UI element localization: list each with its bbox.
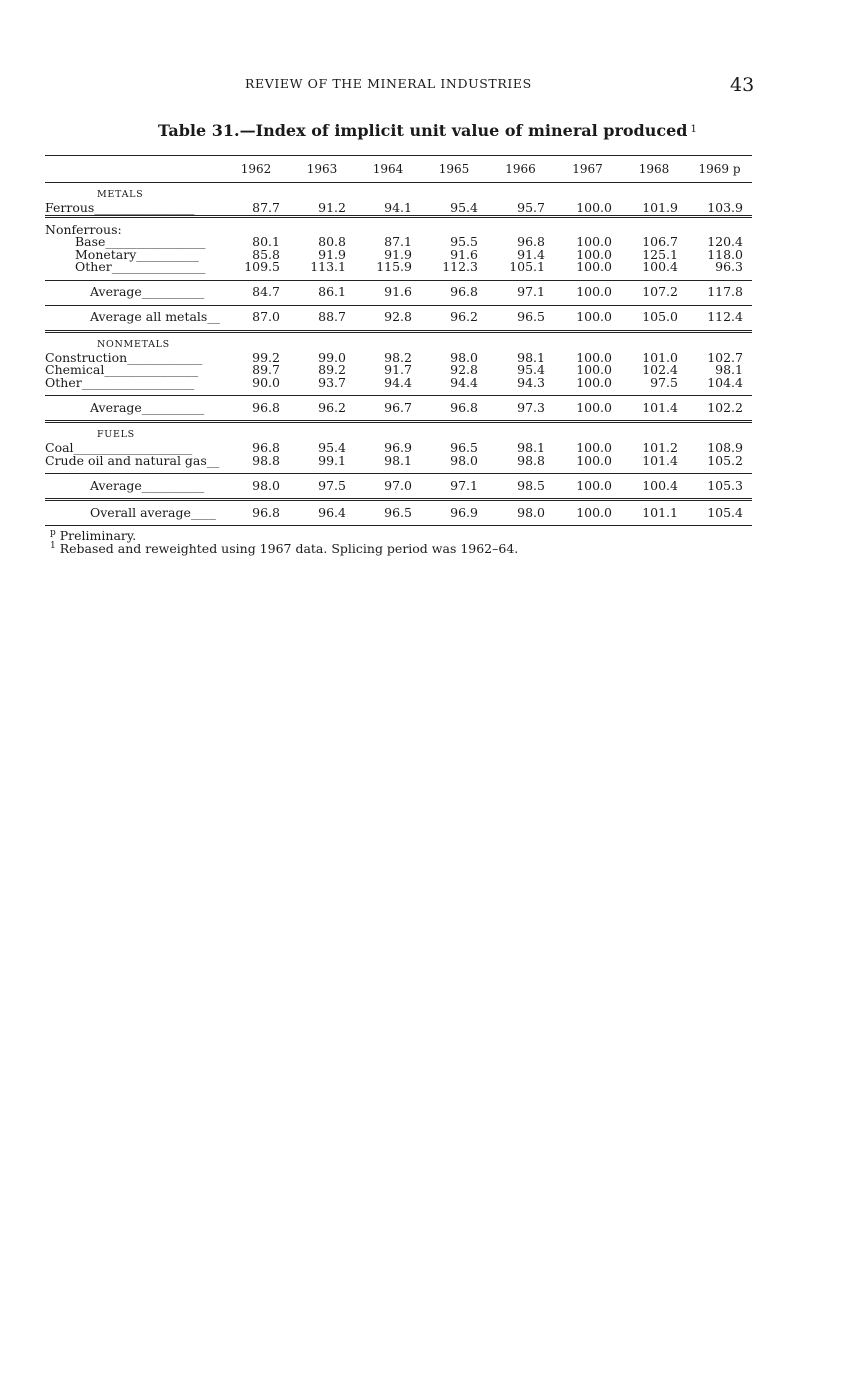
table-title-text: Table 31.—Index of implicit unit value of mineral produced (158, 121, 688, 140)
table-cell: 91.7 (384, 362, 412, 377)
table-cell: 100.0 (576, 362, 612, 377)
table-cell: 100.0 (554, 305, 621, 331)
section-label: NONMETALS (97, 338, 170, 350)
table-cell: 96.5 (487, 305, 554, 331)
table-cell: 98.0 (487, 500, 554, 526)
footnote-mark-p: p (50, 528, 56, 538)
table-cell: 100.0 (554, 202, 621, 216)
table-cell: 96.8 (517, 234, 545, 249)
row-label: Other_______________ (75, 259, 206, 274)
table-cell: 97.5 (650, 374, 678, 390)
row-label: Average__________ (45, 280, 223, 305)
table-cell: 100.0 (554, 500, 621, 526)
table-cell: 98.5 (487, 474, 554, 500)
table-cell: 99.2 (252, 349, 280, 365)
table-cell: 95.4 (517, 362, 545, 377)
table-cell: 101.4 (642, 452, 678, 468)
table-cell: 84.7 (223, 280, 289, 305)
table-cell: 89.7 (252, 362, 280, 377)
table-cell: 100.0 (554, 396, 621, 422)
table-cell: 94.4 (384, 374, 412, 390)
section-fuels (45, 422, 752, 443)
col-header: 1969 p (687, 156, 752, 183)
table-cell: 101.0 (642, 349, 678, 365)
table-cell: 104.4 (707, 374, 743, 390)
table-cell: 96.8 (421, 396, 487, 422)
table-cell: 98.0 (450, 452, 478, 468)
table-cell: 94.3 (517, 374, 545, 390)
table-cell: 80.1 (252, 234, 280, 249)
table-cell: 98.8 (517, 452, 545, 468)
table-cell: 87.0 (223, 305, 289, 331)
col-header: 1965 (421, 156, 487, 183)
table-row-other-nonmetals (45, 377, 752, 390)
table-cell: 91.6 (355, 280, 421, 305)
section-label: METALS (97, 189, 144, 201)
row-label: Average all metals__ (45, 305, 223, 331)
row-label: Base________________ (75, 234, 206, 249)
row-label: Chemical_______________ (45, 362, 199, 377)
row-label: Ferrous________________ (45, 202, 223, 216)
table-cell: 96.2 (421, 305, 487, 331)
table-cell: 115.9 (376, 259, 412, 274)
table-cell: 95.7 (487, 202, 554, 216)
table-cell: 96.8 (252, 440, 280, 455)
table-cell: 96.5 (450, 440, 478, 455)
table-cell: 100.0 (576, 234, 612, 249)
table-cell: 106.7 (642, 234, 678, 249)
footnote-text: Preliminary. (59, 528, 137, 544)
col-header: 1962 (223, 156, 289, 183)
table-row-average-nonmetals (45, 396, 752, 422)
table-cell: 99.0 (318, 349, 346, 365)
table-cell: 100.0 (554, 474, 621, 500)
page-number: 43 (730, 74, 755, 96)
col-header: 1963 (289, 156, 355, 183)
table-cell: 94.1 (355, 202, 421, 216)
table-title (158, 121, 697, 140)
col-header: 1966 (487, 156, 554, 183)
table-cell: 113.1 (310, 259, 346, 274)
table-cell: 88.7 (289, 305, 355, 331)
footnote-mark-1: 1 (50, 541, 56, 551)
table-cell: 112.3 (442, 259, 478, 274)
table-cell: 101.2 (642, 440, 678, 455)
table-cell: 96.3 (715, 259, 743, 274)
table-cell: 96.8 (421, 280, 487, 305)
table-cell: 96.5 (355, 500, 421, 526)
table-cell: 87.1 (384, 234, 412, 249)
row-label: Average__________ (45, 396, 223, 422)
table-cell: 98.0 (450, 349, 478, 365)
table-cell: 91.4 (517, 246, 545, 262)
table-cell: 98.1 (517, 349, 545, 365)
col-header: 1964 (355, 156, 421, 183)
table-cell: 103.9 (687, 202, 752, 216)
row-label: Other__________________ (45, 374, 195, 390)
table-cell: 105.0 (621, 305, 687, 331)
table-cell: 105.2 (707, 452, 743, 468)
table-cell: 97.3 (487, 396, 554, 422)
table-cell: 102.2 (687, 396, 752, 422)
table-row-average-nonferrous (45, 280, 752, 305)
row-label: Nonferrous: (45, 221, 122, 237)
table-cell: 96.4 (289, 500, 355, 526)
col-header: 1967 (554, 156, 621, 183)
table-cell: 100.4 (642, 259, 678, 274)
table-cell: 96.8 (223, 396, 289, 422)
row-label: Coal___________________ (45, 440, 193, 455)
table-cell: 92.8 (355, 305, 421, 331)
table-cell: 87.7 (223, 202, 289, 216)
table-cell: 100.0 (576, 374, 612, 390)
row-label: Overall average____ (45, 500, 223, 526)
index-table (45, 155, 752, 526)
table-cell: 101.1 (621, 500, 687, 526)
table-cell: 100.4 (621, 474, 687, 500)
table-cell: 92.8 (450, 362, 478, 377)
table-cell: 86.1 (289, 280, 355, 305)
table-cell: 95.5 (450, 234, 478, 249)
table-cell: 96.7 (355, 396, 421, 422)
table-cell: 98.1 (517, 440, 545, 455)
table-row-overall-average (45, 500, 752, 526)
table-cell: 99.1 (318, 452, 346, 468)
running-head: REVIEW OF THE MINERAL INDUSTRIES (245, 76, 532, 91)
table-cell: 118.0 (707, 246, 743, 262)
table-cell: 95.4 (421, 202, 487, 216)
table-cell: 98.1 (715, 362, 743, 377)
table-cell: 100.0 (554, 280, 621, 305)
table-cell: 100.0 (576, 349, 612, 365)
table-cell: 112.4 (687, 305, 752, 331)
row-label: Construction____________ (45, 349, 203, 365)
table-cell: 101.9 (621, 202, 687, 216)
section-nonmetals (45, 331, 752, 352)
row-label: Crude oil and natural gas__ (45, 452, 220, 468)
table-cell: 96.9 (421, 500, 487, 526)
table-cell: 98.2 (384, 349, 412, 365)
table-cell: 96.2 (289, 396, 355, 422)
table-cell: 95.4 (318, 440, 346, 455)
table-cell: 89.2 (318, 362, 346, 377)
table-cell: 94.4 (450, 374, 478, 390)
table-cell: 91.9 (318, 246, 346, 262)
table-cell: 80.8 (318, 234, 346, 249)
table-cell: 91.2 (289, 202, 355, 216)
table-cell: 105.4 (687, 500, 752, 526)
table-cell: 100.0 (576, 259, 612, 274)
table-cell: 105.3 (687, 474, 752, 500)
column-header-row (45, 156, 752, 183)
section-label: FUELS (97, 429, 135, 441)
table-cell: 85.8 (252, 246, 280, 262)
table-cell: 125.1 (642, 246, 678, 262)
table-cell: 98.0 (223, 474, 289, 500)
table-cell: 93.7 (318, 374, 346, 390)
table-row-ferrous (45, 202, 752, 216)
table-cell: 90.0 (252, 374, 280, 390)
table-cell: 97.5 (289, 474, 355, 500)
table-cell: 98.8 (252, 452, 280, 468)
table-cell: 100.0 (576, 440, 612, 455)
table-cell: 91.6 (450, 246, 478, 262)
table-row-other-metals (45, 261, 752, 274)
table-row-average-all-metals (45, 305, 752, 331)
table-cell: 102.7 (707, 349, 743, 365)
row-label: Average__________ (45, 474, 223, 500)
table-cell: 97.1 (421, 474, 487, 500)
table-cell: 120.4 (707, 234, 743, 249)
row-label: Monetary__________ (75, 246, 199, 262)
table-cell: 91.9 (384, 246, 412, 262)
table-cell: 101.4 (621, 396, 687, 422)
table-cell: 102.4 (642, 362, 678, 377)
table-row-crude-oil (45, 455, 752, 468)
table-cell: 108.9 (707, 440, 743, 455)
footnote-1 (50, 541, 518, 556)
table-cell: 100.0 (576, 452, 612, 468)
title-footnote-mark: 1 (690, 124, 697, 135)
col-header: 1968 (621, 156, 687, 183)
table-cell: 100.0 (576, 246, 612, 262)
stub-header (45, 156, 223, 183)
table-cell: 97.1 (487, 280, 554, 305)
table-cell: 105.1 (509, 259, 545, 274)
table-row-average-fuels (45, 474, 752, 500)
table-cell: 97.0 (355, 474, 421, 500)
table-cell: 98.1 (384, 452, 412, 468)
table-cell: 107.2 (621, 280, 687, 305)
table-cell: 96.8 (223, 500, 289, 526)
footnote-text: Rebased and reweighted using 1967 data. Splicing period was 1962–64. (59, 541, 519, 557)
table-cell: 117.8 (687, 280, 752, 305)
table-cell: 109.5 (244, 259, 280, 274)
table-cell: 96.9 (384, 440, 412, 455)
